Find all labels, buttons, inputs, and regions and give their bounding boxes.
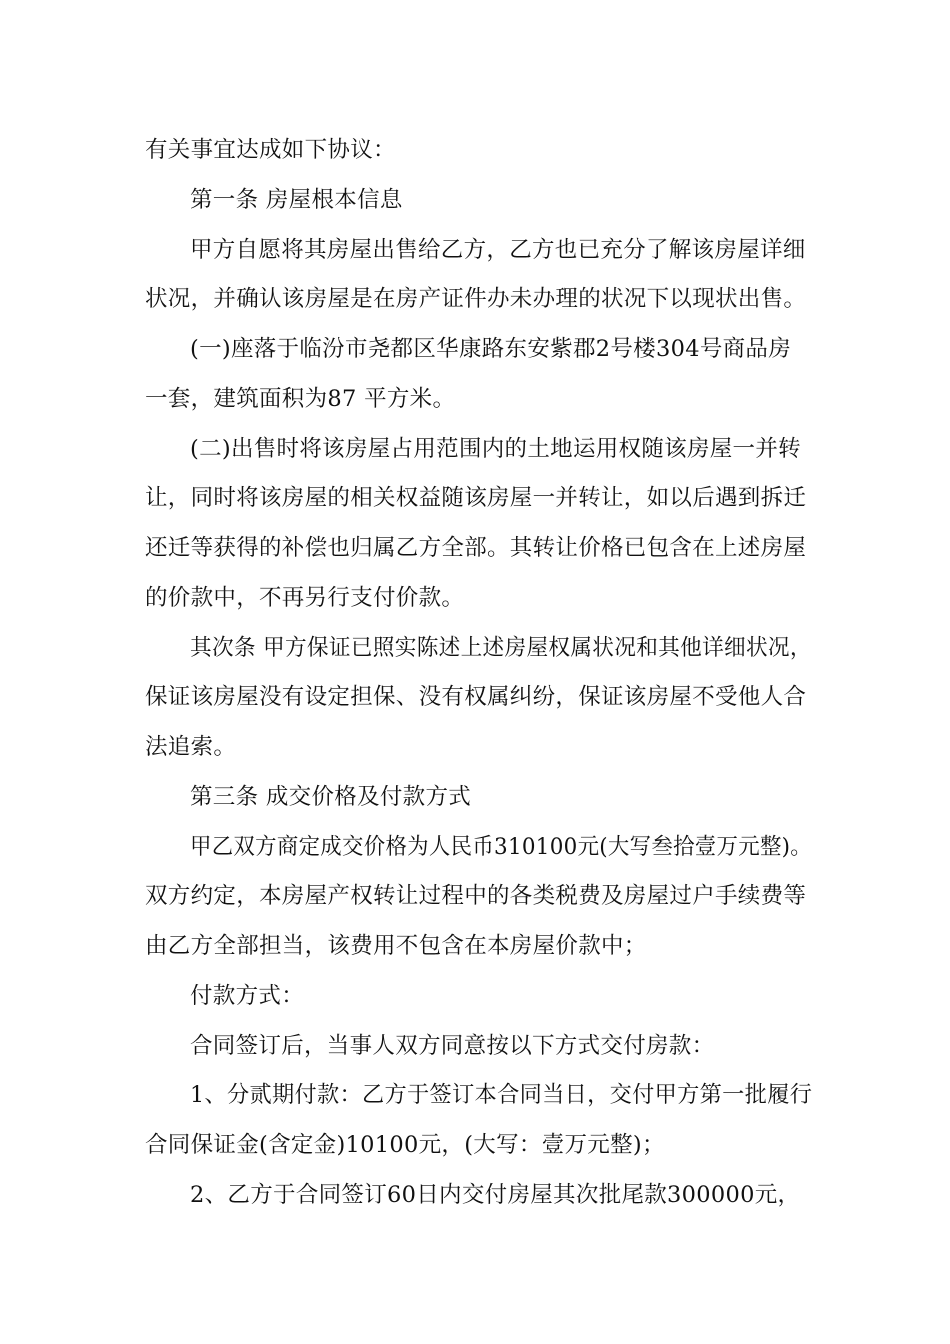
section-heading: 第三条 成交价格及付款方式 bbox=[190, 784, 472, 810]
text-line: 1、分贰期付款：乙方于签订本合同当日，交付甲方第一批履行 bbox=[190, 1082, 813, 1108]
text-line: 双方约定，本房屋产权转让过程中的各类税费及房屋过户手续费等 bbox=[145, 883, 807, 909]
text-line: 付款方式： bbox=[190, 983, 305, 1009]
section-heading: 第一条 房屋根本信息 bbox=[190, 187, 403, 213]
section-heading: 其次条 甲方保证已照实陈述上述房屋权属状况和其他详细状况， bbox=[190, 635, 812, 661]
text-line: 还迁等获得的补偿也归属乙方全部。其转让价格已包含在上述房屋 bbox=[145, 535, 807, 561]
text-line: 有关事宜达成如下协议： bbox=[145, 137, 396, 163]
text-line: 2、乙方于合同签订60日内交付房屋其次批尾款300000元， bbox=[190, 1182, 801, 1208]
text-line: 的价款中，不再另行支付价款。 bbox=[145, 585, 465, 611]
text-line: 让，同时将该房屋的相关权益随该房屋一并转让，如以后遇到拆迁 bbox=[145, 485, 807, 511]
text-line: 状况，并确认该房屋是在房产证件办未办理的状况下以现状出售。 bbox=[145, 286, 807, 312]
text-line: 合同保证金(含定金)10100元，(大写：壹万元整)； bbox=[145, 1132, 665, 1158]
text-line: 甲乙双方商定成交价格为人民币310100元(大写叁拾壹万元整)。 bbox=[190, 834, 813, 860]
text-line: (一)座落于临汾市尧都区华康路东安紫郡2号楼304号商品房 bbox=[190, 336, 792, 362]
text-line: 法追索。 bbox=[145, 734, 237, 760]
text-line: 一套，建筑面积为87 平方米。 bbox=[145, 386, 456, 412]
text-line: 保证该房屋没有设定担保、没有权属纠纷，保证该房屋不受他人合 bbox=[145, 684, 807, 710]
text-line: 由乙方全部担当，该费用不包含在本房屋价款中； bbox=[145, 933, 647, 959]
text-line: 甲方自愿将其房屋出售给乙方，乙方也已充分了解该房屋详细 bbox=[190, 237, 806, 263]
text-line: 合同签订后，当事人双方同意按以下方式交付房款： bbox=[190, 1033, 715, 1059]
text-line: (二)出售时将该房屋占用范围内的土地运用权随该房屋一并转 bbox=[190, 436, 801, 462]
